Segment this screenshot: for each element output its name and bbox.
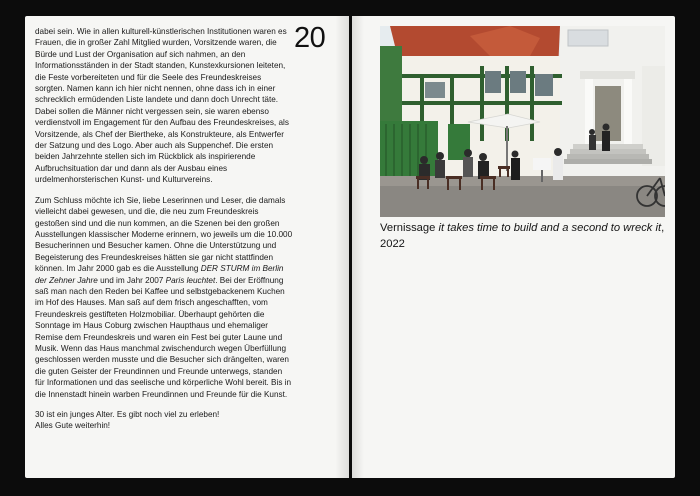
- closing-line: 30 ist ein junges Alter. Es gibt noch viel zu erleben!: [35, 410, 220, 419]
- paragraph-1: dabei sein. Wie in allen kulturell-künstlerischen Institutionen waren es Frauen, die in großer Zahl Mitglied wurden, Vorsitzende waren, die Bürde und Lust der Organisation auf sich nahmen, an den Informationsständen in der Stadt standen, Kunstexkursionen leiteten, die Feste vorbereiteten und für die Seele des Freundeskreises sorgten. Namen kann ich hier nicht nennen, ohne dass ich in einer schrecklich ermüdenden Liste landete und dann doch Unrecht täte. Dabei sollen die Männer nicht vergessen sein, sie waren ebenso verdienstvoll im Engagement für den Aufbau des Freundeskreises, als Vorsitzende, als Chef der Biertheke, als Konstrukteure, als Entwerfer der Satzung und des Logo. Aber auch als Suppenchef. Die ersten beiden Jahrzehnte stellen sich im Rückblick als inspirierende Aufbruchsituation dar und dann als der Ausbau eines urdelmenhorsterischen Kunst- und Kulturvereins.: [35, 27, 289, 185]
- left-page: [25, 16, 349, 478]
- exhibition-title-sturm: DER STURM im Berlin der Zehner Jahre: [35, 264, 284, 285]
- closing-paragraph: [35, 409, 341, 432]
- vernissage-photo: [380, 26, 665, 217]
- photo-illustration: [380, 26, 665, 217]
- gutter-shadow: [352, 16, 364, 478]
- paragraph-2-text: Zum Schluss möchte ich Sie, liebe Leserinnen und Leser, die damals vielleicht dabei gewesen, und die, die neu zum Freundeskreis gestoßen sind und die nun kommen, an die Szenen bei den großen Ausstellungen klassischer Moderne erinnern, wo jeweils um die 10.000 Besucherinnen und Besucher kamen. Ohne die Unterstützung und Begeisterung des Freundeskreises hätten sie gar nicht stattfinden können. Im Jahr 2000 gab es die Ausstellung: [35, 195, 293, 274]
- closing-line: Alles Gute weiterhin!: [35, 421, 111, 431]
- paragraph-2: [35, 195, 293, 400]
- photo-caption: [380, 220, 665, 252]
- caption-year: , 2022: [380, 222, 665, 250]
- body-text: [35, 26, 293, 441]
- caption-artwork-title: it takes time to build and a second to wreck it: [438, 222, 662, 234]
- paragraph-2-text: und im Jahr 2007: [97, 275, 166, 285]
- page-number: 20: [294, 22, 326, 54]
- caption-lead: Vernissage: [380, 222, 439, 234]
- right-page: [352, 16, 675, 478]
- exhibition-title-paris: Paris leuchtet: [165, 275, 216, 285]
- paragraph-2-text: . Bei der Eröffnung saß man nach den Reden bei Kaffee und selbstgebackenem Kuchen im Hof des Hauses. Man saß auf dem frisch angeschafften, vom Freundeskreis gestifteten Holzmobiliar. Überhaupt gehörten die Sonntage im Haus Coburg zwischen Haupthaus und ehemaliger Remise dem Freundeskreis und waren ein Fest bei guter Laune und Musik. Wenn das Haus manchmal zwischendurch wegen Überfüllung geschlossen werden musste und die Besucher sich drängelten, waren die guten Geister der Freundinnen und Freunde unterwegs, standen für Informationen und das seelische und körperliche Wohl bereit. Bis in die Innenstadt hinein warben Freundinnen und Freunde für die Kunst.: [35, 275, 292, 399]
